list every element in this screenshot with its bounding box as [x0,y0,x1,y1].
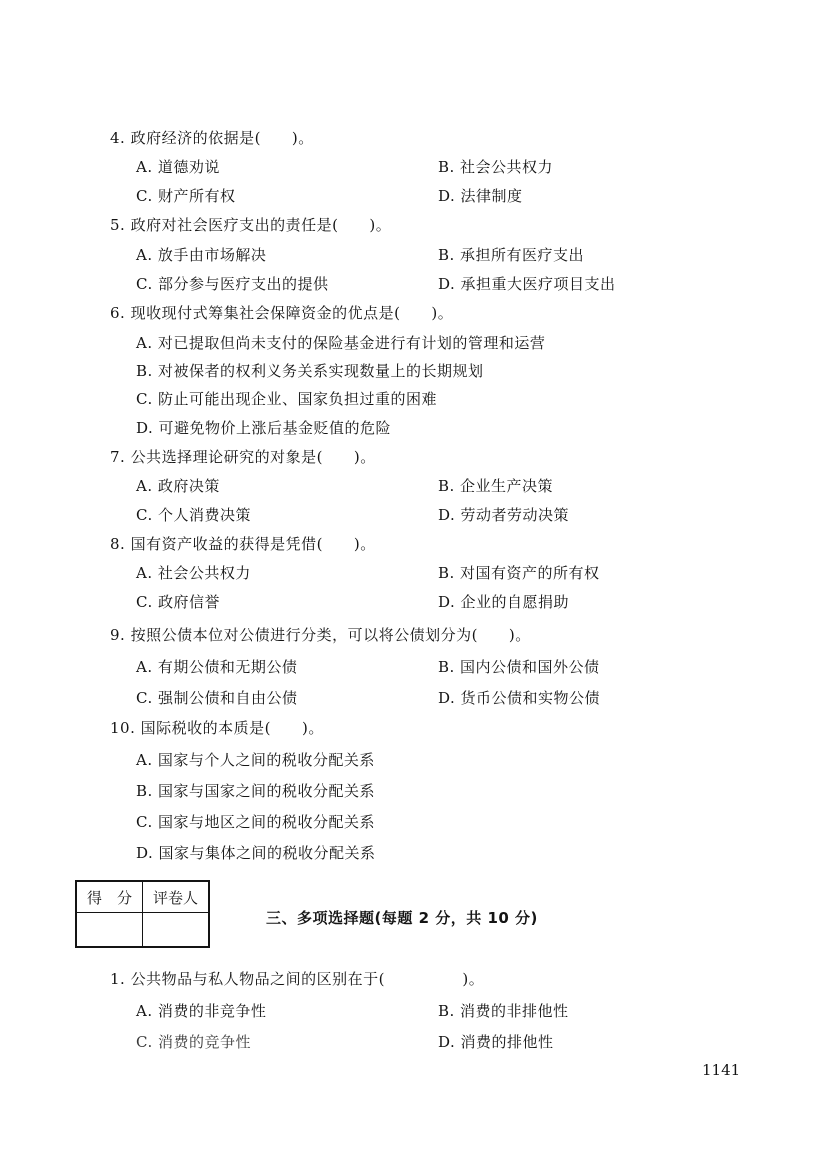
question-10-option-c: C. 国家与地区之间的税收分配关系 [136,813,375,831]
question-9-stem: 9. 按照公债本位对公债进行分类，可以将公债划分为( )。 [110,626,531,644]
question-7-option-c: C. 个人消费决策 [136,506,251,524]
question-10-stem: 10. 国际税收的本质是( )。 [110,719,324,737]
page-number: 1141 [702,1061,741,1079]
question-6-stem: 6. 现收现付式筹集社会保障资金的优点是( )。 [110,304,454,322]
multi-question-1-option-a: A. 消费的非竞争性 [136,1002,267,1020]
question-8-option-b: B. 对国有资产的所有权 [438,564,600,582]
question-6-option-c: C. 防止可能出现企业、国家负担过重的困难 [136,390,437,408]
question-10-option-d: D. 国家与集体之间的税收分配关系 [136,844,376,862]
question-4-stem: 4. 政府经济的依据是( )。 [110,129,314,147]
question-5-option-b: B. 承担所有医疗支出 [438,246,585,264]
multi-question-1-option-d: D. 消费的排他性 [438,1033,554,1051]
question-6-option-b: B. 对被保者的权利义务关系实现数量上的长期规划 [136,362,484,380]
question-6-option-a: A. 对已提取但尚未支付的保险基金进行有计划的管理和运营 [136,334,546,352]
question-9-option-c: C. 强制公债和自由公债 [136,689,298,707]
question-9-option-a: A. 有期公债和无期公债 [136,658,298,676]
question-7-option-a: A. 政府决策 [136,477,220,495]
question-4-option-d: D. 法律制度 [438,187,523,205]
multi-question-1-option-b: B. 消费的非排他性 [438,1002,569,1020]
score-label: 得 分 [76,881,143,913]
question-4-option-b: B. 社会公共权力 [438,158,554,176]
question-5-option-a: A. 放手由市场解决 [136,246,267,264]
question-8-option-c: C. 政府信誉 [136,593,220,611]
question-9-option-d: D. 货币公债和实物公债 [438,689,601,707]
question-5-option-c: C. 部分参与医疗支出的提供 [136,275,329,293]
question-4-option-c: C. 财产所有权 [136,187,236,205]
multi-question-1-option-c: C. 消费的竞争性 [136,1033,251,1051]
grader-cell [143,913,210,948]
question-8-option-d: D. 企业的自愿捐助 [438,593,570,611]
question-8-stem: 8. 国有资产收益的获得是凭借( )。 [110,535,376,553]
question-10-option-a: A. 国家与个人之间的税收分配关系 [136,751,375,769]
question-9-option-b: B. 国内公债和国外公债 [438,658,600,676]
question-7-option-d: D. 劳动者劳动决策 [438,506,570,524]
section-title: 三、多项选择题(每题 2 分，共 10 分) [266,909,538,927]
question-10-option-b: B. 国家与国家之间的税收分配关系 [136,782,376,800]
score-cell [76,913,143,948]
question-6-option-d: D. 可避免物价上涨后基金贬值的危险 [136,419,392,437]
question-5-option-d: D. 承担重大医疗项目支出 [438,275,616,293]
question-8-option-a: A. 社会公共权力 [136,564,251,582]
question-7-stem: 7. 公共选择理论研究的对象是( )。 [110,448,376,466]
question-4-option-a: A. 道德劝说 [136,158,220,176]
multi-question-1-stem: 1. 公共物品与私人物品之间的区别在于( )。 [110,970,485,988]
score-box [75,880,210,948]
grader-label: 评卷人 [143,881,210,913]
question-5-stem: 5. 政府对社会医疗支出的责任是( )。 [110,216,392,234]
question-7-option-b: B. 企业生产决策 [438,477,554,495]
